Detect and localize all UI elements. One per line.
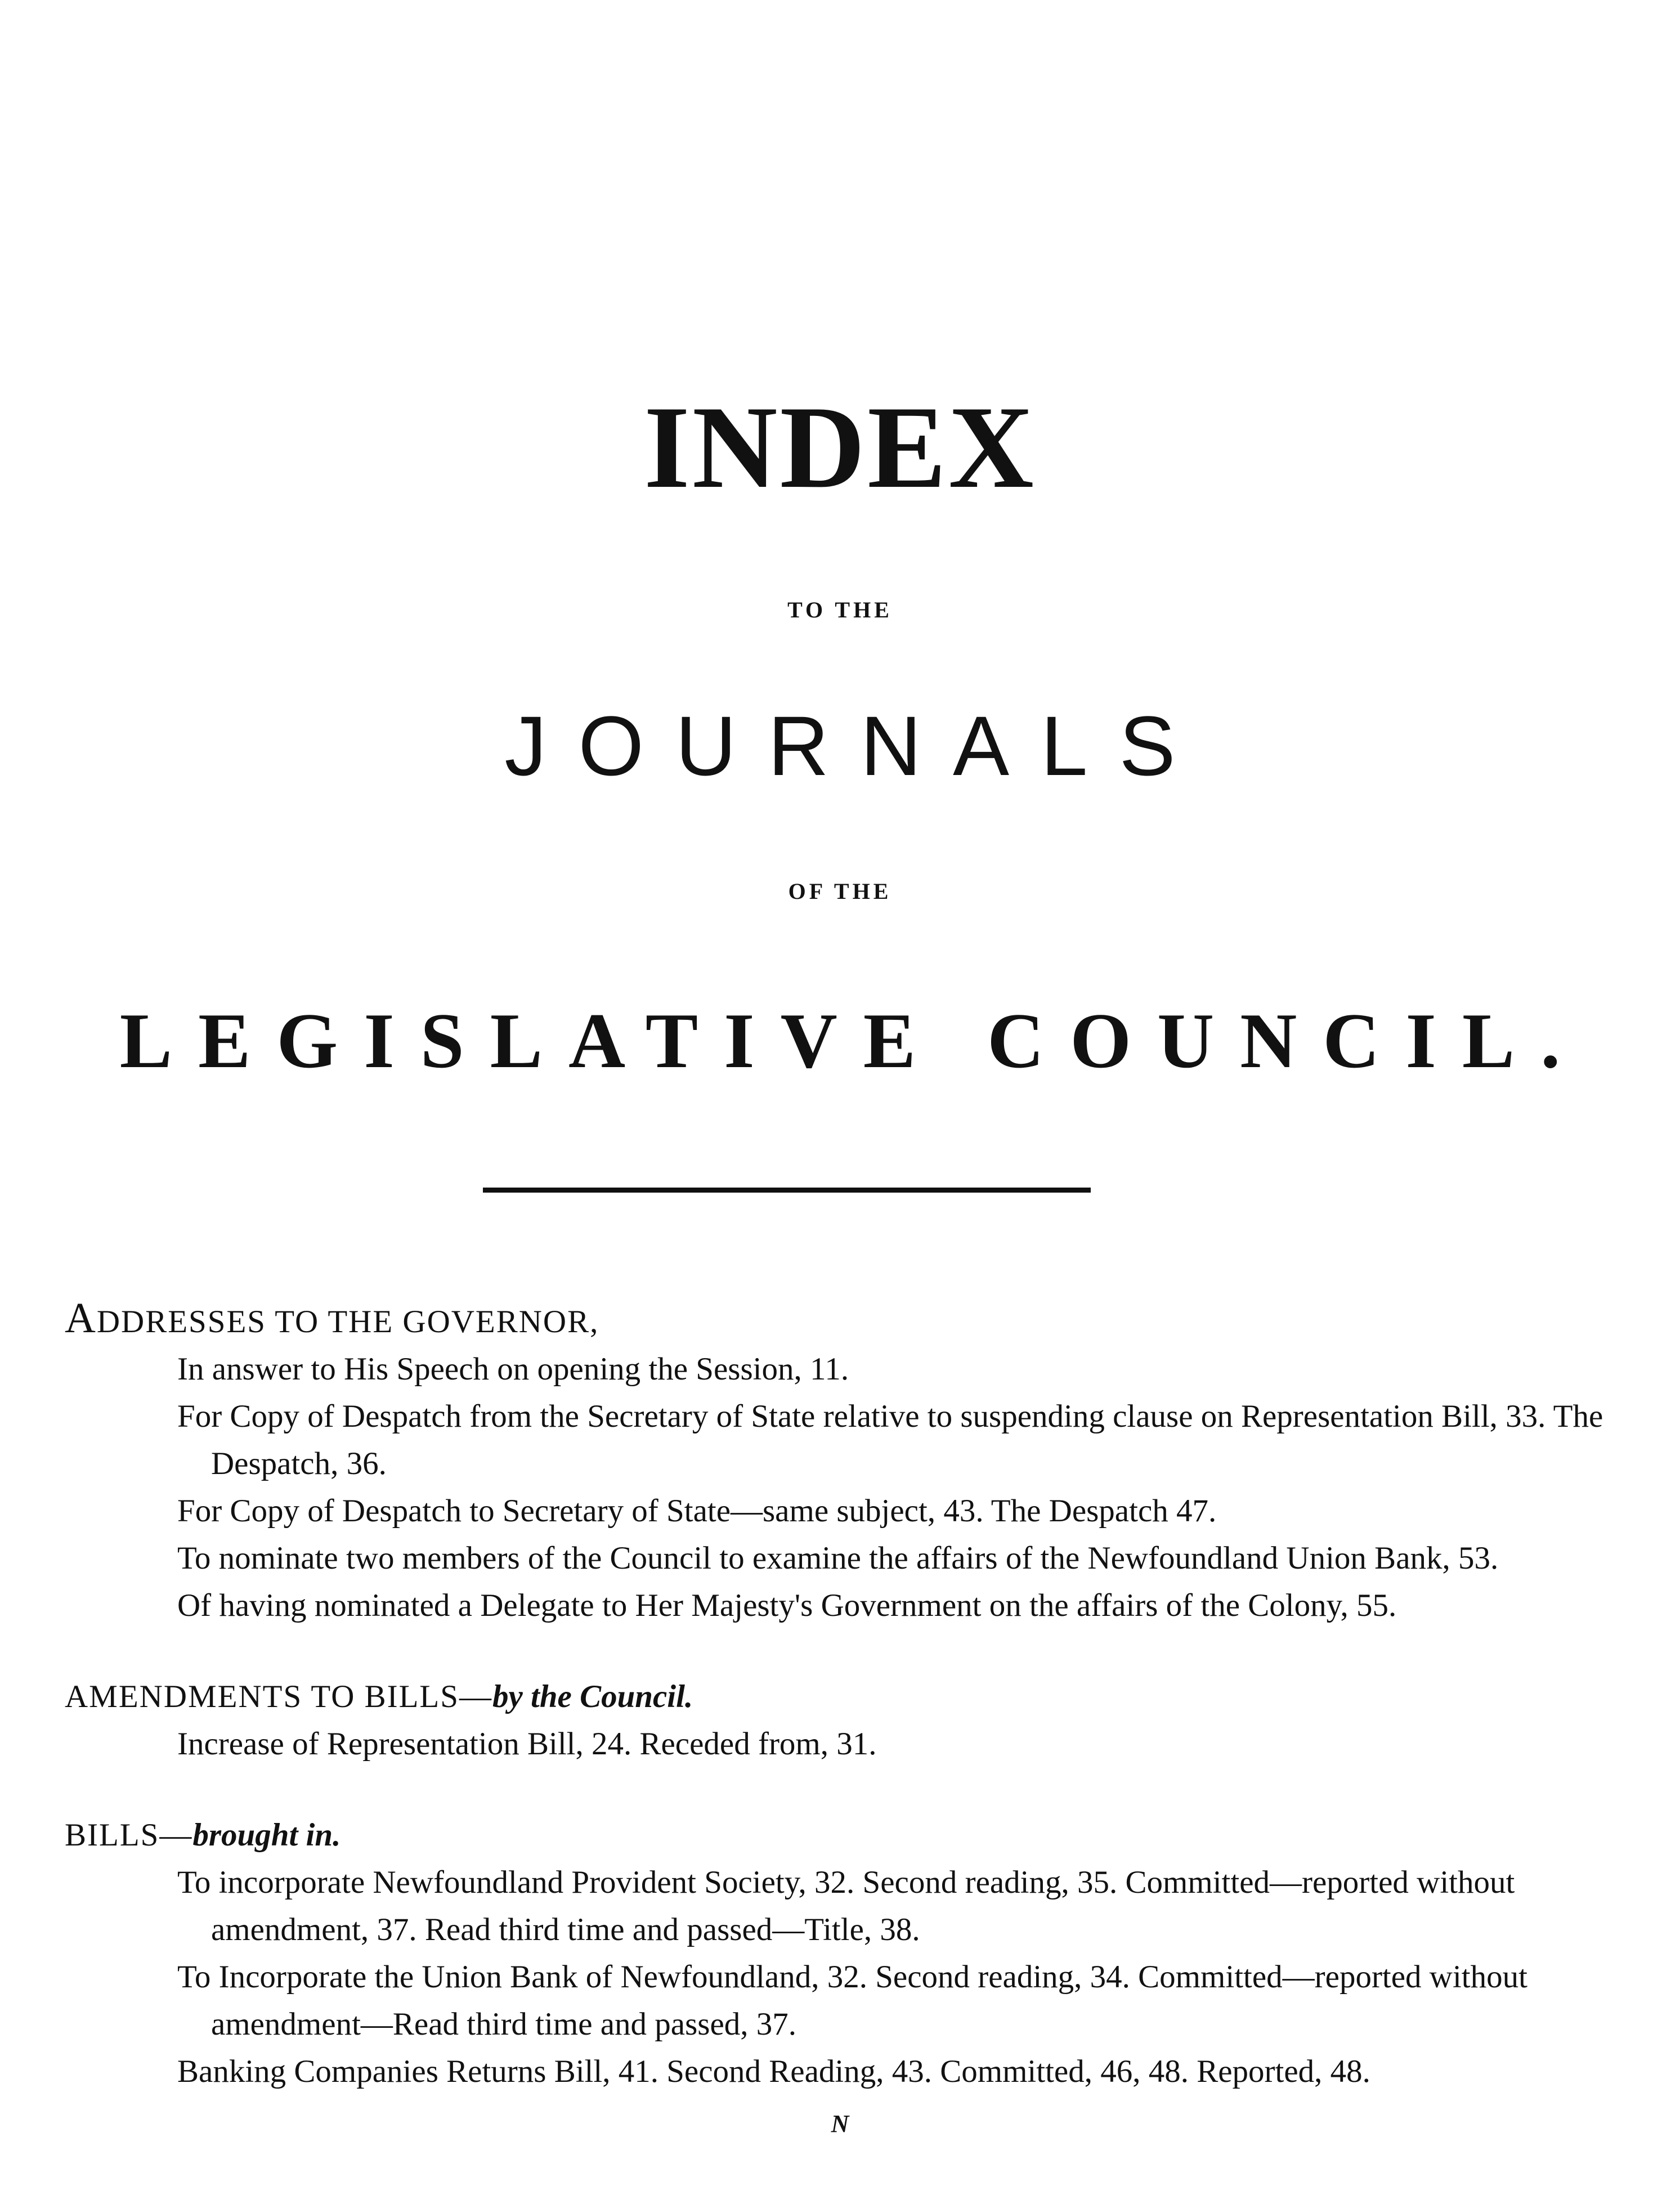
index-section-addresses bbox=[65, 1294, 1618, 1629]
index-list bbox=[65, 1294, 1618, 2139]
signature-mark: N bbox=[831, 2110, 849, 2138]
index-entry: For Copy of Despatch from the Secretary of State relative to suspending clause on Representation Bill, 33. The Despatch, 36. bbox=[177, 1399, 1603, 1481]
index-entry: To nominate two members of the Council to examine the affairs of the Newfoundland Union Bank, 53. bbox=[177, 1540, 1499, 1576]
heading-text: DDRESSES TO THE GOVERNOR, bbox=[96, 1304, 599, 1340]
title-of-the: OF THE bbox=[788, 879, 892, 904]
index-entry: To Incorporate the Union Bank of Newfoundland, 32. Second reading, 34. Committed—reported without amendment—Read third time and passed, 37. bbox=[177, 1959, 1527, 2042]
heading-text: ILLS— bbox=[87, 1817, 193, 1853]
heading-italic: by the Council. bbox=[492, 1679, 693, 1714]
title-journals: JOURNALS bbox=[504, 698, 1207, 793]
title-divider-rule bbox=[483, 1188, 1091, 1193]
index-entry: For Copy of Despatch to Secretary of State—same subject, 43. The Despatch 47. bbox=[177, 1493, 1217, 1529]
index-section-amendments bbox=[65, 1673, 1618, 1768]
heading-initial: A bbox=[65, 1679, 89, 1714]
heading-text: MENDMENTS TO BILLS— bbox=[89, 1679, 492, 1714]
section-heading bbox=[65, 1812, 1618, 1859]
title-index: INDEX bbox=[644, 382, 1036, 513]
index-entry: Of having nominated a Delegate to Her Majesty's Government on the affairs of the Colony, 55. bbox=[177, 1588, 1397, 1623]
title-to-the: TO THE bbox=[787, 597, 893, 622]
section-heading bbox=[65, 1673, 1618, 1721]
heading-italic: brought in. bbox=[192, 1817, 341, 1853]
index-entry: Banking Companies Returns Bill, 41. Second Reading, 43. Committed, 46, 48. Reported, 48. bbox=[177, 2054, 1370, 2089]
index-entry: Increase of Representation Bill, 24. Receded from, 31. bbox=[177, 1726, 877, 1762]
index-entry: To incorporate Newfoundland Provident Society, 32. Second reading, 35. Committed—reported without amendment, 37. Read third time and passed—Title, 38. bbox=[177, 1865, 1515, 1947]
title-legislative-council: LEGISLATIVE COUNCIL. bbox=[119, 997, 1587, 1085]
index-section-bills bbox=[65, 1812, 1618, 2095]
index-entry: In answer to His Speech on opening the Session, 11. bbox=[177, 1351, 849, 1387]
section-heading bbox=[65, 1294, 1618, 1346]
heading-initial: B bbox=[65, 1817, 88, 1853]
heading-initial: A bbox=[65, 1294, 97, 1342]
